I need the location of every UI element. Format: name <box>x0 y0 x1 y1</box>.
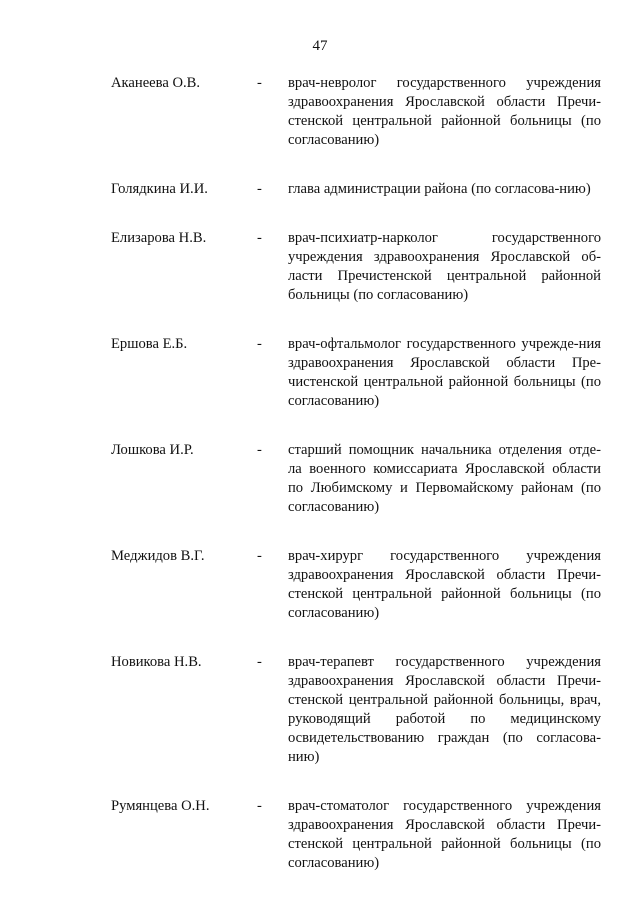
separator-dash: - <box>257 654 262 670</box>
list-item <box>0 180 640 199</box>
member-position: врач-терапевт государственного учреждения здравоохранения Ярославской области Пречи-стенской центральной районной больницы, врач, руководящий работой по медицинскому освидетельствованию граждан (по согласова-нию) <box>288 654 601 765</box>
separator-dash: - <box>257 336 262 352</box>
list-item <box>0 653 640 767</box>
member-name: Елизарова Н.В. <box>111 230 207 246</box>
separator-dash: - <box>257 442 262 458</box>
separator-dash: - <box>257 181 262 197</box>
member-name: Голядкина И.И. <box>111 181 208 197</box>
list-item <box>0 335 640 411</box>
list-item <box>0 74 640 150</box>
member-position: врач-хирург государственного учреждения здравоохранения Ярославской области Пречи-стенской центральной районной больницы (по согласованию) <box>288 548 601 621</box>
list-item <box>0 441 640 517</box>
member-list <box>0 74 640 903</box>
separator-dash: - <box>257 75 262 91</box>
member-position: врач-невролог государственного учреждения здравоохранения Ярославской области Пречи-стенской центральной районной больницы (по согласованию) <box>288 75 601 148</box>
member-name: Новикова Н.В. <box>111 654 202 670</box>
list-item <box>0 547 640 623</box>
page-number: 47 <box>312 38 328 54</box>
separator-dash: - <box>257 548 262 564</box>
separator-dash: - <box>257 230 262 246</box>
member-name: Ершова Е.Б. <box>111 336 188 352</box>
member-name: Лошкова И.Р. <box>111 442 194 458</box>
member-name: Аканеева О.В. <box>111 75 201 91</box>
member-position: врач-стоматолог государственного учреждения здравоохранения Ярославской области Пречи-стенской центральной районной больницы (по согласованию) <box>288 798 601 871</box>
list-item <box>0 229 640 305</box>
member-name: Румянцева О.Н. <box>111 798 210 814</box>
member-name: Меджидов В.Г. <box>111 548 205 564</box>
member-position: врач-офтальмолог государственного учрежде-ния здравоохранения Ярославской области Пре-чистенской центральной районной больницы (по согласованию) <box>288 336 601 409</box>
list-item <box>0 797 640 873</box>
member-position: врач-психиатр-нарколог государственного учреждения здравоохранения Ярославской об-ласти Пречистенской центральной районной больницы (по согласованию) <box>288 230 601 303</box>
member-position: старший помощник начальника отделения отде-ла военного комиссариата Ярославской области по Любимскому и Первомайскому районам (по согласованию) <box>288 442 601 515</box>
separator-dash: - <box>257 798 262 814</box>
member-position: глава администрации района (по согласова-нию) <box>288 181 591 197</box>
